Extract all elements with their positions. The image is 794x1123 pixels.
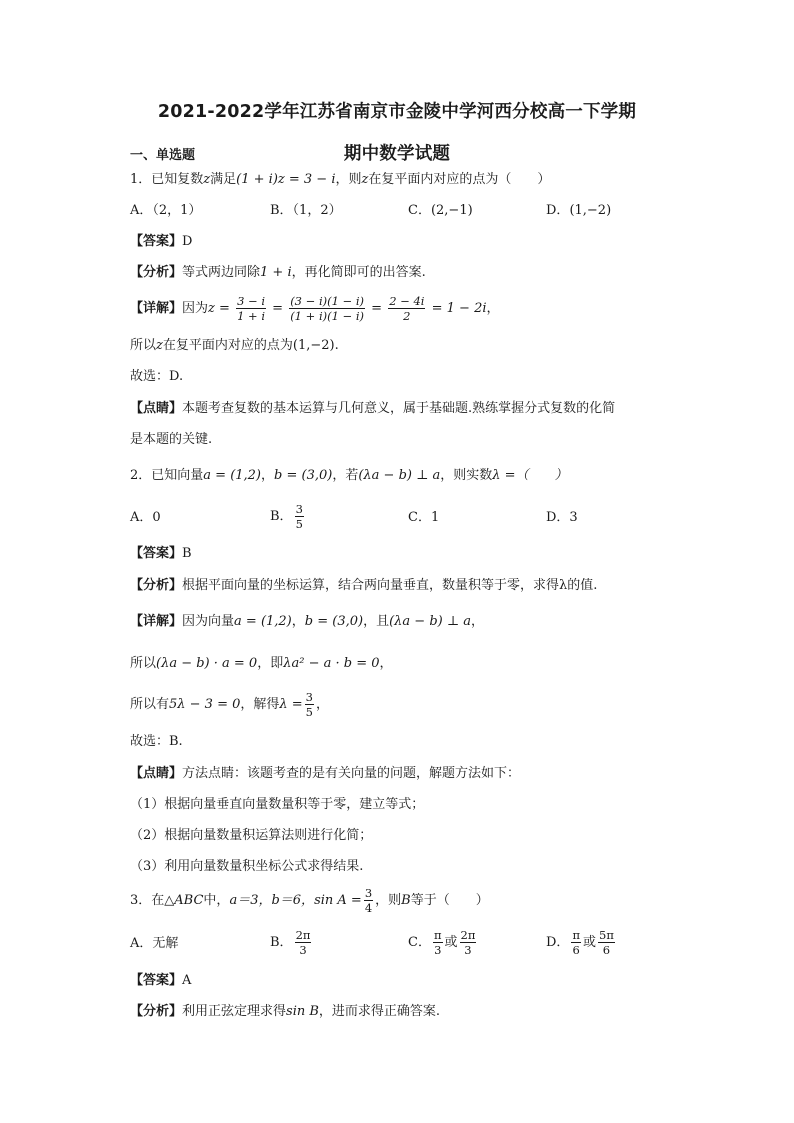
question-2-option-c: C．1 [408, 510, 440, 525]
question-3-option-a: A．无解 [130, 936, 179, 951]
question-1-choose: 故选：D. [130, 369, 184, 384]
fraction: $\frac{3 - i}{1 + i}$ [237, 294, 266, 323]
question-1-analysis: 【分析】等式两边同除1 + i，再化简即可的出答案. [130, 265, 426, 280]
question-2-note-step3: （3）利用向量数量积坐标公式求得结果. [130, 859, 364, 874]
question-3-answer: 【答案】A [130, 973, 192, 988]
section-heading-single-choice: 一、单选题 [130, 148, 196, 163]
question-1-option-d: D．(1,−2) [546, 203, 612, 218]
fraction: $\frac{\pi}{6}$ [572, 928, 580, 957]
document-title-line2: 期中数学试题 [343, 144, 451, 164]
question-1-note: 【点睛】本题考查复数的基本运算与几何意义，属于基础题.熟练掌握分式复数的化简 [130, 401, 616, 416]
question-1-stem: 1．已知复数z满足(1 + i)z = 3 − i，则z在复平面内对应的点为（ ） [130, 172, 551, 187]
fraction: $\frac{5\pi}{6}$ [599, 928, 614, 957]
question-1-detail-conclusion: 所以z在复平面内对应的点为(1,−2). [130, 338, 339, 353]
fraction: $\frac{\pi}{3}$ [433, 928, 442, 957]
fraction: $\frac{3}{4}$ [364, 886, 373, 915]
question-2-note-step2: （2）根据向量数量积运算法则进行化简； [130, 828, 373, 843]
question-2-answer: 【答案】B [130, 546, 192, 561]
fraction: $\frac{3}{5}$ [305, 690, 313, 719]
question-2-detail: 【详解】因为向量a = (1,2)，b = (3,0)，且(λa − b) ⊥ a， [130, 614, 484, 629]
fraction: $\frac{(3 - i)(1 - i)}{(1 + i)(1 - i)}$ [290, 294, 365, 323]
question-1-answer: 【答案】D [130, 234, 193, 249]
question-2-choose: 故选：B. [130, 734, 183, 749]
fraction: $\frac{3}{5}$ [295, 502, 303, 531]
question-2-note: 【点睛】方法点睛：该题考查的是有关向量的问题，解题方法如下： [130, 766, 521, 781]
question-2-note-step1: （1）根据向量垂直向量数量积等于零，建立等式； [130, 797, 425, 812]
question-1-option-b: B．（1，2） [270, 203, 342, 218]
question-2-option-a: A．0 [130, 510, 161, 525]
question-3-option-c: C． $\frac{\pi}{3}$ 或 $\frac{2\pi}{3}$ [408, 928, 476, 957]
question-2-analysis: 【分析】根据平面向量的坐标运算，结合两向量垂直，数量积等于零，求得λ的值. [130, 578, 598, 593]
question-1-detail: 【详解】因为z = $\frac{3 - i}{1 + i}$ = $\frac{(3 - i)(1 - i)}{(1 + i)(1 - i)}$ = $\frac{2 - 4i}{2}$ = 1 − 2i， [130, 294, 500, 323]
question-2-option-b: B． $\frac{3}{5}$ [270, 502, 303, 531]
question-3-option-b: B． $\frac{2\pi}{3}$ [270, 928, 311, 957]
question-2-option-d: D．3 [546, 510, 578, 525]
question-2-detail-line3: 所以有5λ − 3 = 0，解得λ = $\frac{3}{5}$ ， [130, 690, 330, 719]
document-title-line1: 2021-2022学年江苏省南京市金陵中学河西分校高一下学期 [157, 102, 637, 122]
fraction: $\frac{2 - 4i}{2}$ [389, 294, 425, 323]
question-2-detail-line2: 所以(λa − b) · a = 0，即λa² − a · b = 0， [130, 656, 393, 671]
question-1-option-c: C．(2,−1) [408, 203, 473, 218]
question-2-stem: 2．已知向量a = (1,2)，b = (3,0)，若(λa − b) ⊥ a，则实数λ =（ ） [130, 468, 568, 483]
question-3-stem: 3．在△ABC中，a＝3，b＝6，sin A = $\frac{3}{4}$ ，则B等于（ ） [130, 886, 489, 915]
question-1-option-a: A．（2，1） [130, 203, 202, 218]
fraction: $\frac{2\pi}{3}$ [295, 928, 311, 957]
fraction: $\frac{2\pi}{3}$ [460, 928, 476, 957]
question-1-note-cont: 是本题的关键. [130, 432, 213, 447]
question-3-option-d: D． $\frac{\pi}{6}$ 或 $\frac{5\pi}{6}$ [546, 928, 614, 957]
question-3-analysis: 【分析】利用正弦定理求得sin B，进而求得正确答案. [130, 1004, 441, 1019]
